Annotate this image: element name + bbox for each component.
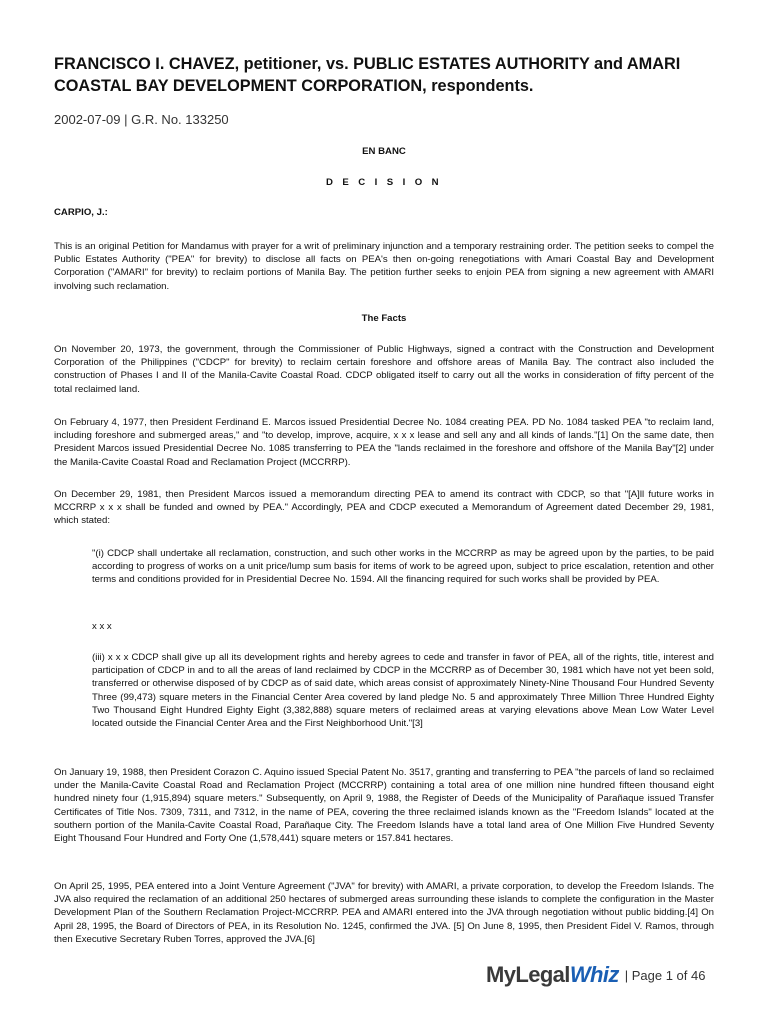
logo-accent-text: Whiz	[569, 962, 619, 987]
ponente: CARPIO, J.:	[54, 207, 108, 218]
decision-heading: D E C I S I O N	[325, 177, 443, 188]
case-meta: 2002-07-09 | G.R. No. 133250	[54, 112, 229, 127]
page-footer	[486, 962, 705, 988]
paragraph-1: This is an original Petition for Mandamus with prayer for a writ of preliminary injunction and a temporary restraining order. The petition seeks to compel the Public Estates Authority ("PEA" for brevity) to disclose all facts on PEA's then on-going renegotiations with Amari Coastal Bay and Development Corporation ("AMARI" for brevity) to reclaim portions of Manila Bay. The petition further seeks to enjoin PEA from signing a new agreement with AMARI involving such reclamation.	[54, 241, 714, 292]
paragraph-2: On November 20, 1973, the government, through the Commissioner of Public Highways, signed a contract with the Construction and Development Corporation of the Philippines ("CDCP" for brevity) to reclaim certain foreshore and offshore areas of Manila Bay. The contract also included the construction of Phases I and II of the Manila-Cavite Coastal Road. CDCP obligated itself to carry out all the works in consideration of fifty percent of the total reclaimed land.	[54, 344, 714, 395]
paragraph-4: On December 29, 1981, then President Marcos issued a memorandum directing PEA to amend its contract with CDCP, so that "[A]ll future works in MCCRRP x x x shall be funded and owned by PEA." Accordingly, PEA and CDCP executed a Memorandum of Agreement dated December 29, 1981, which stated:	[54, 489, 714, 527]
logo-main-text: MyLegal	[486, 962, 570, 987]
paragraph-5: On January 19, 1988, then President Corazon C. Aquino issued Special Patent No. 3517, granting and transferring to PEA "the parcels of land so reclaimed under the Manila-Cavite Coastal Road and Reclamation Project (MCCRRP) containing a total area of one million nine hundred fifteen thousand eight hundred ninety four (1,915,894) square meters." Subsequently, on April 9, 1988, the Register of Deeds of the Municipality of Parañaque issued Transfer Certificates of Title Nos. 7309, 7311, and 7312, in the name of PEA, covering the three reclaimed islands known as the "Freedom Islands" located at the southern portion of the Manila-Cavite Coastal Road, Parañaque City. The Freedom Islands have a total land area of One Million Five Hundred Seventy Eight Thousand Four Hundred and Forty One (1,578,441) square meters or 157.841 hectares.	[54, 767, 714, 845]
paragraph-3: On February 4, 1977, then President Ferdinand E. Marcos issued Presidential Decree No. 1084 creating PEA. PD No. 1084 tasked PEA "to reclaim land, including foreshore and submerged areas," and "to develop, improve, acquire, x x x lease and sell any and all kinds of lands."[1] On the same date, then President Marcos issued Presidential Decree No. 1085 transferring to PEA the "lands reclaimed in the foreshore and offshore of the Manila Bay"[2] under the Manila-Cavite Coastal Road and Reclamation Project (MCCRRP).	[54, 417, 714, 468]
paragraph-6: On April 25, 1995, PEA entered into a Joint Venture Agreement ("JVA" for brevity) with AMARI, a private corporation, to develop the Freedom Islands. The JVA also required the reclamation of an additional 250 hectares of submerged areas surrounding these islands to complete the configuration in the Master Development Plan of the Southern Reclamation Project-MCCRRP. PEA and AMARI entered into the JVA through negotiation without public bidding.[4] On April 28, 1995, the Board of Directors of PEA, in its Resolution No. 1245, confirmed the JVA. [5] On June 8, 1995, then President Fidel V. Ramos, through then Executive Secretary Ruben Torres, approved the JVA.[6]	[54, 881, 714, 945]
quote-3: (iii) x x x CDCP shall give up all its development rights and hereby agrees to cede and transfer in favor of PEA, all of the rights, title, interest and participation of CDCP in and to all the areas of land reclaimed by CDCP in the MCCRRP as of December 30, 1981 which have not yet been sold, transferred or otherwise disposed of by CDCP as of said date, which areas consist of approximately Ninety-Nine Thousand Four Hundred Seventy Three (99,473) square meters in the Financial Center Area covered by land pledge No. 5 and approximately Three Million Three Hundred Eighty Two Thousand Eight Hundred Eighty Eight (3,382,888) square meters of reclaimed areas at varying elevations above Mean Low Water Level located outside the Financial Center Area and the First Neighborhood Unit."[3]	[92, 652, 714, 730]
quote-2: x x x	[92, 621, 112, 632]
quote-1: "(i) CDCP shall undertake all reclamation, construction, and such other works in the MCCRRP as may be agreed upon by the parties, to be paid according to progress of works on a unit price/lump sum basis for items of work to be agreed upon, subject to price escalation, retention and other terms and conditions provided for in Presidential Decree No. 1594. All the financing required for such works shall be provided by PEA.	[92, 548, 714, 586]
page-number: | Page 1 of 46	[624, 967, 706, 983]
mylegalwhiz-logo	[486, 962, 619, 988]
facts-heading: The Facts	[361, 313, 407, 324]
case-title: FRANCISCO I. CHAVEZ, petitioner, vs. PUBLIC ESTATES AUTHORITY and AMARI COASTAL BAY DEVELOPMENT CORPORATION, respondents.	[54, 55, 681, 95]
en-banc-heading: EN BANC	[362, 146, 406, 157]
